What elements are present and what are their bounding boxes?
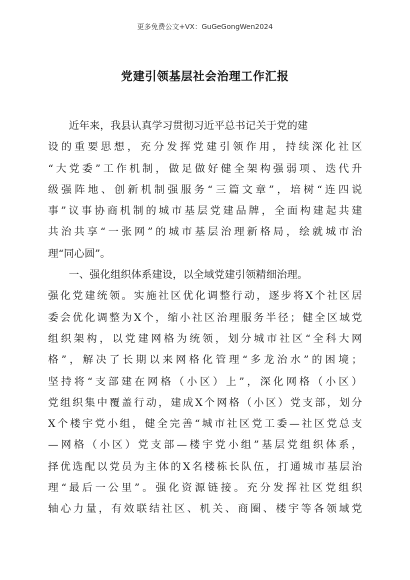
document-title: 党建引领基层社会治理工作汇报 xyxy=(121,69,289,83)
body-line: 级强阵地、创新机制强服务“三篇文章”，培树“连四说 xyxy=(48,183,362,196)
body-line: 党组织集中覆盖行动，建成X个网格（小区）党支部，划分 xyxy=(48,396,362,409)
body-line: “大党委”工作机制，做足做好健全架构强弱项、迭代升 xyxy=(48,162,362,175)
body-line: X个楼宇党小组，健全完善“城市社区党工委—社区党总支 xyxy=(48,418,362,431)
body-line: 强化党建统领。实施社区优化调整行动，逐步将X个社区居 xyxy=(48,290,362,303)
body-line: 设的重要思想，充分发挥党建引领作用，持续深化社区 xyxy=(48,141,362,154)
body-line: 轴心力量，有效联结社区、机关、商圈、楼宇等各领域党 xyxy=(48,503,362,516)
body-line: 格”，解决了长期以来网格化管理“多龙治水”的困境； xyxy=(48,354,362,367)
body-line: 理“同心圆”。 xyxy=(48,247,111,260)
body-line: 共治共享“一张网”的城市基层治理新格局，绘就城市治 xyxy=(48,226,362,239)
body-line: 择优选配以党员为主体的X名楼栋长队伍，打通城市基层治 xyxy=(48,460,362,473)
body-line: 理“最后一公里”。强化资源链接。充分发挥社区党组织 xyxy=(48,482,362,495)
body-line: 近年来，我县认真学习贯彻习近平总书记关于党的建 xyxy=(48,120,308,132)
body-line: 事”议事协商机制的城市基层党建品牌，全面构建起共建 xyxy=(48,205,362,218)
document-body xyxy=(48,116,362,521)
body-line: 组织架构，以党建网格为统领，划分城市社区“全科大网 xyxy=(48,332,362,345)
body-line: —网格（小区）党支部—楼宇党小组”基层党组织体系， xyxy=(48,439,362,452)
body-line: 委会优化调整为X个，缩小社区治理服务半径；健全区域党 xyxy=(48,311,362,324)
body-line: 一、强化组织体系建设，以全域党建引领精细治理。 xyxy=(48,269,308,282)
header-note: 更多免费公文+VX：GuGeGongWen2024 xyxy=(137,23,273,31)
body-line: 坚持将“支部建在网格（小区）上”，深化网格（小区） xyxy=(48,375,362,388)
